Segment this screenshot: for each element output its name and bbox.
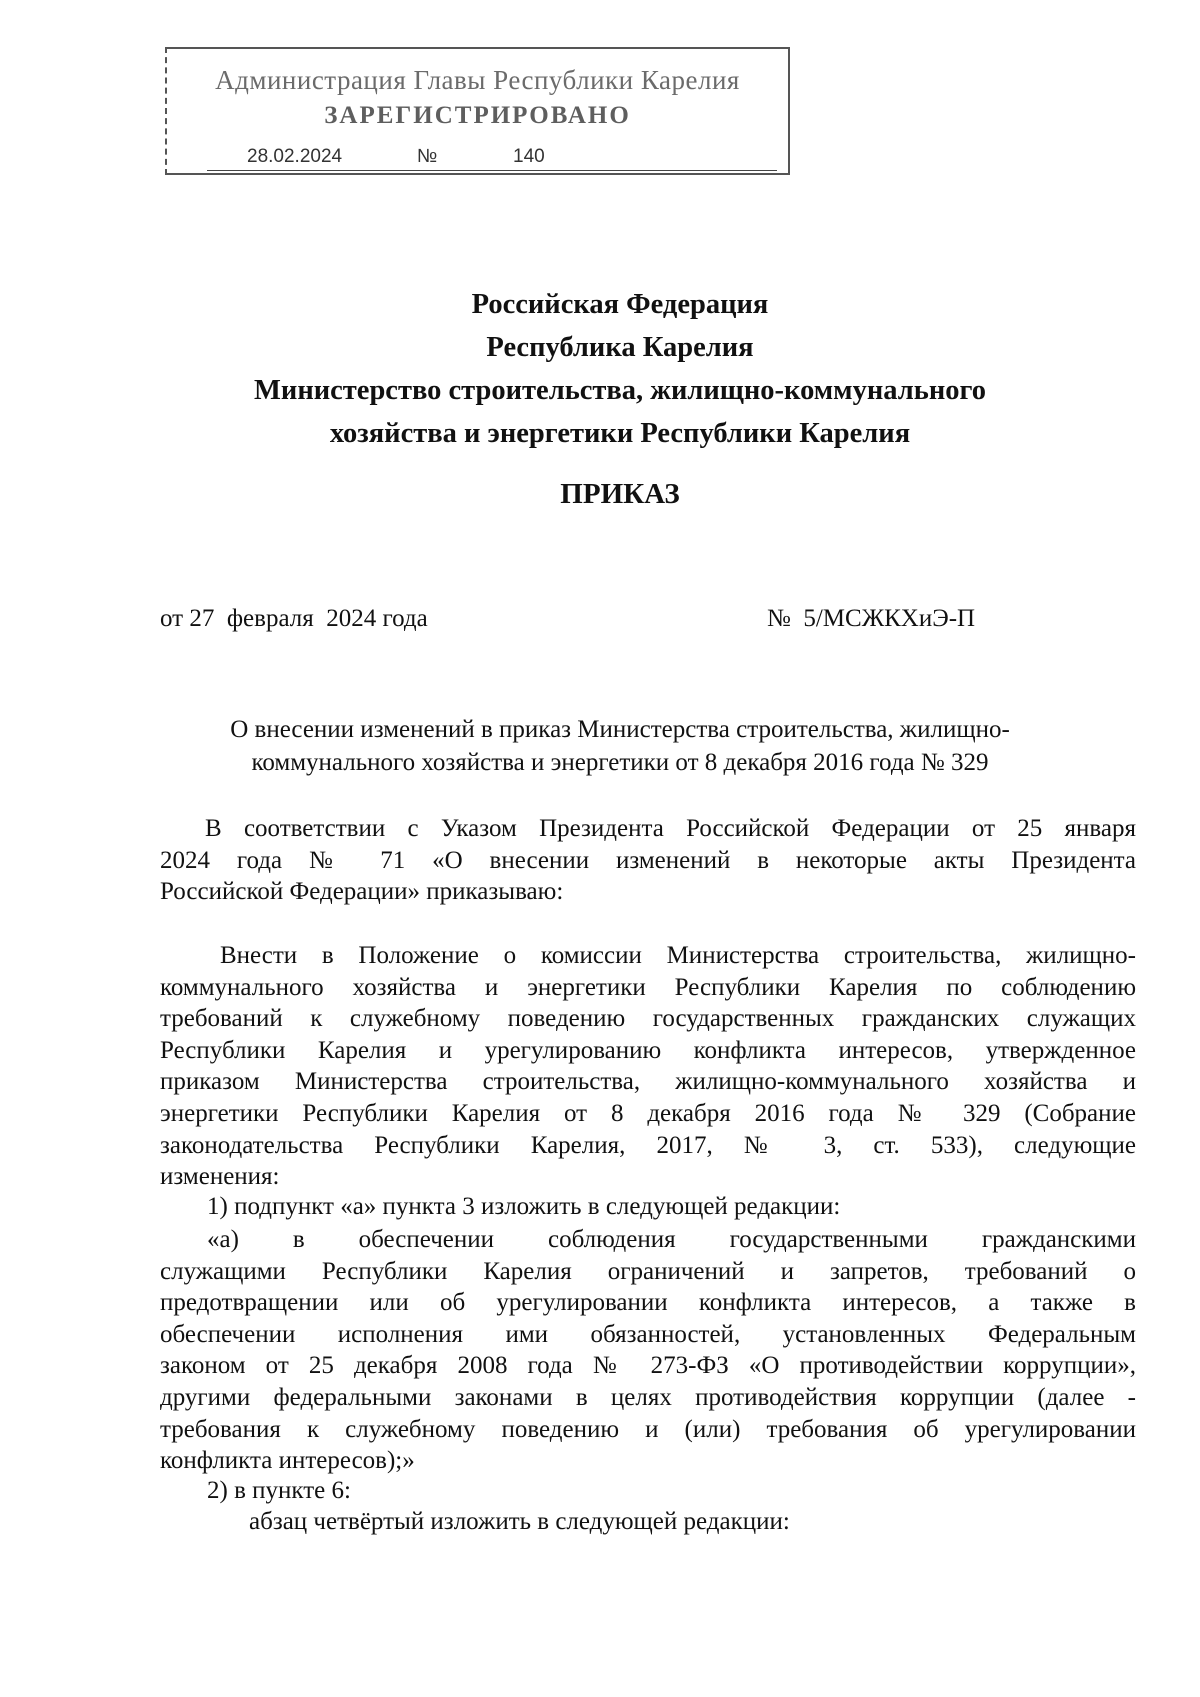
item-1-line: законом от 25 декабря 2008 года № 273-ФЗ «О противодействии коррупции», — [160, 1352, 1136, 1380]
item-1-heading: 1) подпункт «а» пункта 3 изложить в следующей редакции: — [207, 1193, 841, 1220]
subject-line: коммунального хозяйства и энергетики от 8 декабря 2016 года № 329 — [251, 749, 989, 776]
main-line: приказом Министерства строительства, жилищно-коммунального хозяйства и — [160, 1068, 1136, 1096]
main-line: Республики Карелия и урегулированию конфликта интересов, утвержденное — [160, 1036, 1136, 1064]
order-subject — [160, 713, 1080, 779]
item-1-text — [160, 1224, 1136, 1477]
stamp-number: 140 — [513, 146, 545, 167]
stamp-date: 28.02.2024 — [247, 146, 343, 167]
stamp-underline — [207, 170, 777, 171]
order-number: № 5/МСЖКХиЭ-П — [767, 605, 976, 632]
stamp-number-sign: № — [417, 146, 438, 167]
item-2-heading: 2) в пункте 6: — [207, 1477, 351, 1504]
header-ministry-line1: Министерство строительства, жилищно-коммунального — [254, 375, 986, 406]
order-date: от 27 февраля 2024 года — [160, 605, 428, 632]
item-1-line: «а) в обеспечении соблюдения государственными гражданскими — [207, 1226, 1136, 1253]
item-2-text: абзац четвёртый изложить в следующей редакции: — [249, 1508, 790, 1535]
preamble-line: Российской Федерации» приказываю: — [160, 878, 564, 906]
stamp-organization: Администрация Главы Республики Карелия — [215, 65, 740, 95]
stamp-registered-label: ЗАРЕГИСТРИРОВАНО — [324, 102, 631, 129]
header-country: Российская Федерация — [471, 289, 769, 320]
main-line: законодательства Республики Карелия, 2017, № 3, ст. 533), следующие — [160, 1131, 1136, 1159]
item-1-line: служащими Республики Карелия ограничений и запретов, требований о — [160, 1257, 1136, 1285]
preamble-paragraph — [160, 813, 1136, 908]
main-line: коммунального хозяйства и энергетики Республики Карелия по соблюдению — [160, 973, 1136, 1001]
item-1-line: другими федеральными законами в целях противодействия коррупции (далее - — [160, 1383, 1136, 1411]
order-title: ПРИКАЗ — [560, 478, 680, 510]
item-1-line: конфликта интересов);» — [160, 1447, 415, 1475]
item-1-line: обеспечении исполнения ими обязанностей, установленных Федеральным — [160, 1320, 1136, 1348]
item-1-line: предотвращении или об урегулировании конфликта интересов, а также в — [160, 1289, 1136, 1317]
header-ministry-line2: хозяйства и энергетики Республики Карелия — [329, 418, 911, 449]
preamble-line: 2024 года № 71 «О внесении изменений в некоторые акты Президента — [160, 846, 1136, 874]
header-region: Республика Карелия — [486, 332, 754, 363]
registration-stamp — [165, 47, 790, 175]
document-header — [160, 283, 1080, 455]
stamp-registration-line — [207, 146, 773, 172]
subject-line: О внесении изменений в приказ Министерства строительства, жилищно- — [230, 716, 1010, 743]
main-line: требований к служебному поведению государственных гражданских служащих — [160, 1005, 1136, 1033]
main-paragraph — [160, 940, 1136, 1193]
main-line: Внести в Положение о комиссии Министерства строительства, жилищно- — [220, 942, 1136, 969]
preamble-line: В соответствии с Указом Президента Российской Федерации от 25 января — [205, 815, 1136, 842]
main-line: изменения: — [160, 1163, 280, 1191]
main-line: энергетики Республики Карелия от 8 декабря 2016 года № 329 (Собрание — [160, 1099, 1136, 1127]
item-1-line: требования к служебному поведению и (или) требования об урегулировании — [160, 1415, 1136, 1443]
